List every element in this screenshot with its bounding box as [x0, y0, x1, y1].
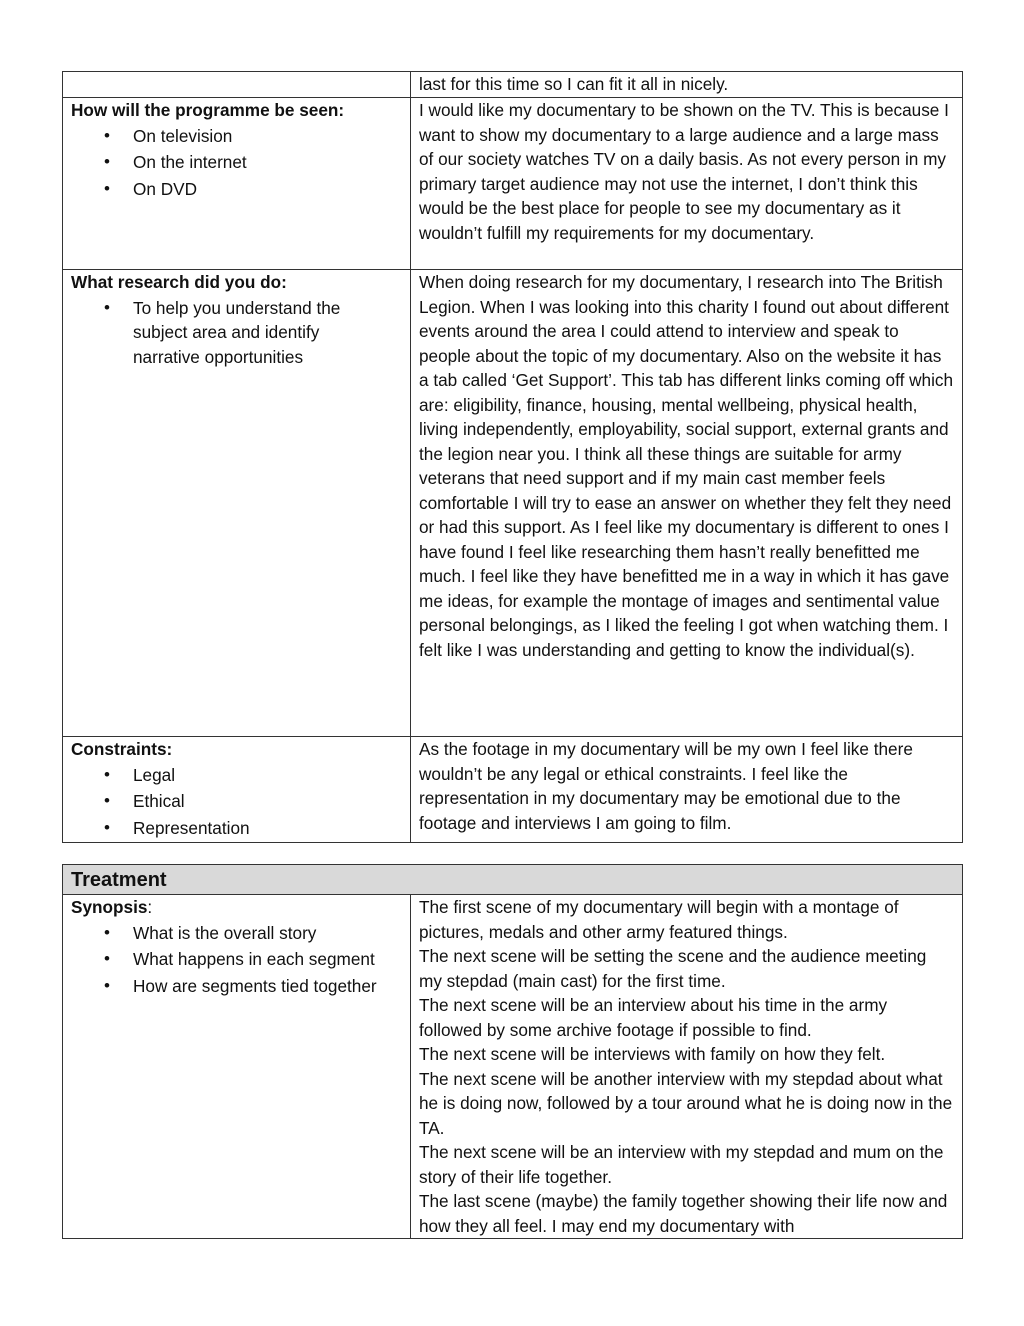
- scene-text: The next scene will be an interview about his time in the army followed by some archive footage if possible to find.: [419, 995, 888, 1040]
- bullet-list: [71, 763, 402, 841]
- bullet-list: [71, 124, 402, 202]
- list-item: • Ethical: [71, 789, 402, 814]
- scene-text: The next scene will be an interview with my stepdad and mum on the story of their life together.: [419, 1142, 944, 1187]
- answer-text: I would like my documentary to be shown on the TV. This is because I want to show my documentary to a large audience and a large mass of our society watches TV on a daily basis. As not every person in my primary target audience may not use the internet, I don’t think this would be the best place for people to see my documentary as it wouldn’t fulfill my requirements for my documentary.: [419, 100, 949, 243]
- treatment-table: [62, 864, 963, 1239]
- label-cell: [63, 895, 411, 1239]
- list-item: • Representation: [71, 816, 402, 841]
- scene-text: The first scene of my documentary will begin with a montage of pictures, medals and other army featured things.: [419, 897, 899, 942]
- answer-cell: [411, 98, 963, 270]
- scene-text: The last scene (maybe) the family together showing their life now and how they all feel. I may end my documentary with: [419, 1191, 948, 1236]
- table-row: [63, 72, 963, 98]
- bullet-icon: •: [104, 764, 110, 784]
- question-label: How will the programme be seen:: [71, 100, 345, 120]
- answer-cell: [411, 270, 963, 737]
- scene-text: The next scene will be another interview with my stepdad about what he is doing now, followed by a tour around what he is doing now in the TA.: [419, 1068, 953, 1138]
- bullet-icon: •: [104, 922, 110, 942]
- section-heading: Treatment: [63, 865, 963, 895]
- bullet-icon: •: [104, 152, 110, 171]
- bullet-icon: •: [104, 975, 110, 995]
- table-row: [63, 270, 963, 737]
- table-row: [63, 737, 963, 843]
- bullet-list: [71, 296, 402, 370]
- list-item: • Legal: [71, 763, 402, 788]
- table-row: [63, 895, 963, 1239]
- list-item: • On television: [71, 124, 402, 149]
- table-row: [63, 98, 963, 270]
- label-cell: [63, 737, 411, 843]
- list-item: • What happens in each segment: [71, 947, 402, 972]
- bullet-icon: •: [104, 817, 110, 837]
- label-cell: [63, 270, 411, 737]
- answer-cell: [411, 72, 963, 98]
- planning-table: [62, 71, 963, 843]
- list-item: • To help you understand the subject area and identify narrative opportunities: [104, 297, 341, 367]
- bullet-icon: •: [104, 178, 110, 198]
- scene-text: The next scene will be interviews with family on how they felt.: [419, 1044, 886, 1064]
- answer-text: When doing research for my documentary, I research into The British Legion. When I was looking into this charity I found out about different events around the area I could attend to interview and speak to people about the topic of my documentary. Also on the website it has a tab called ‘Get Support’. This tab has different links coming off which are: eligibility, finance, housing, mental wellbeing, physical health, living independently, employability, social support, external grants and the legion near you. I think all these things are suitable for army veterans that need support and if my main cast member feels comfortable I will try to ease an answer on whether they felt they need or had this support. As I feel like my documentary is different to ones I have found I feel like researching them hasn’t really benefitted me much. I feel like they have benefitted me in a way in which it has gave me ideas, for example the montage of images and sentimental value personal belongings, as I liked the feeling I got when watching them. I felt like I was understanding and getting to know the individual(s).: [419, 272, 954, 660]
- list-item: • On the internet: [71, 150, 402, 175]
- treatment-header-row: [63, 865, 963, 895]
- label-cell: [63, 98, 411, 270]
- question-label: What research did you do:: [71, 272, 287, 292]
- bullet-icon: •: [104, 297, 110, 317]
- answer-text: last for this time so I can fit it all in nicely.: [419, 74, 729, 94]
- answer-cell: [411, 737, 963, 843]
- scene-text: The next scene will be setting the scene and the audience meeting my stepdad (main cast) for the first time.: [419, 946, 927, 991]
- answer-cell: [411, 895, 963, 1239]
- answer-text: As the footage in my documentary will be my own I feel like there wouldn’t be any legal or ethical constraints. I feel like the representation in my documentary may be emotional due to the footage and interviews I am going to film.: [419, 739, 913, 833]
- question-label: Constraints:: [71, 739, 173, 759]
- list-item: • How are segments tied together: [71, 974, 402, 999]
- bullet-icon: •: [104, 791, 110, 810]
- list-item: • On DVD: [71, 177, 402, 202]
- bullet-icon: •: [104, 949, 110, 968]
- label-cell: [63, 72, 411, 98]
- bullet-list: [71, 921, 402, 999]
- bullet-icon: •: [104, 125, 110, 145]
- synopsis-label: Synopsis:: [71, 897, 153, 917]
- list-item: • What is the overall story: [71, 921, 402, 946]
